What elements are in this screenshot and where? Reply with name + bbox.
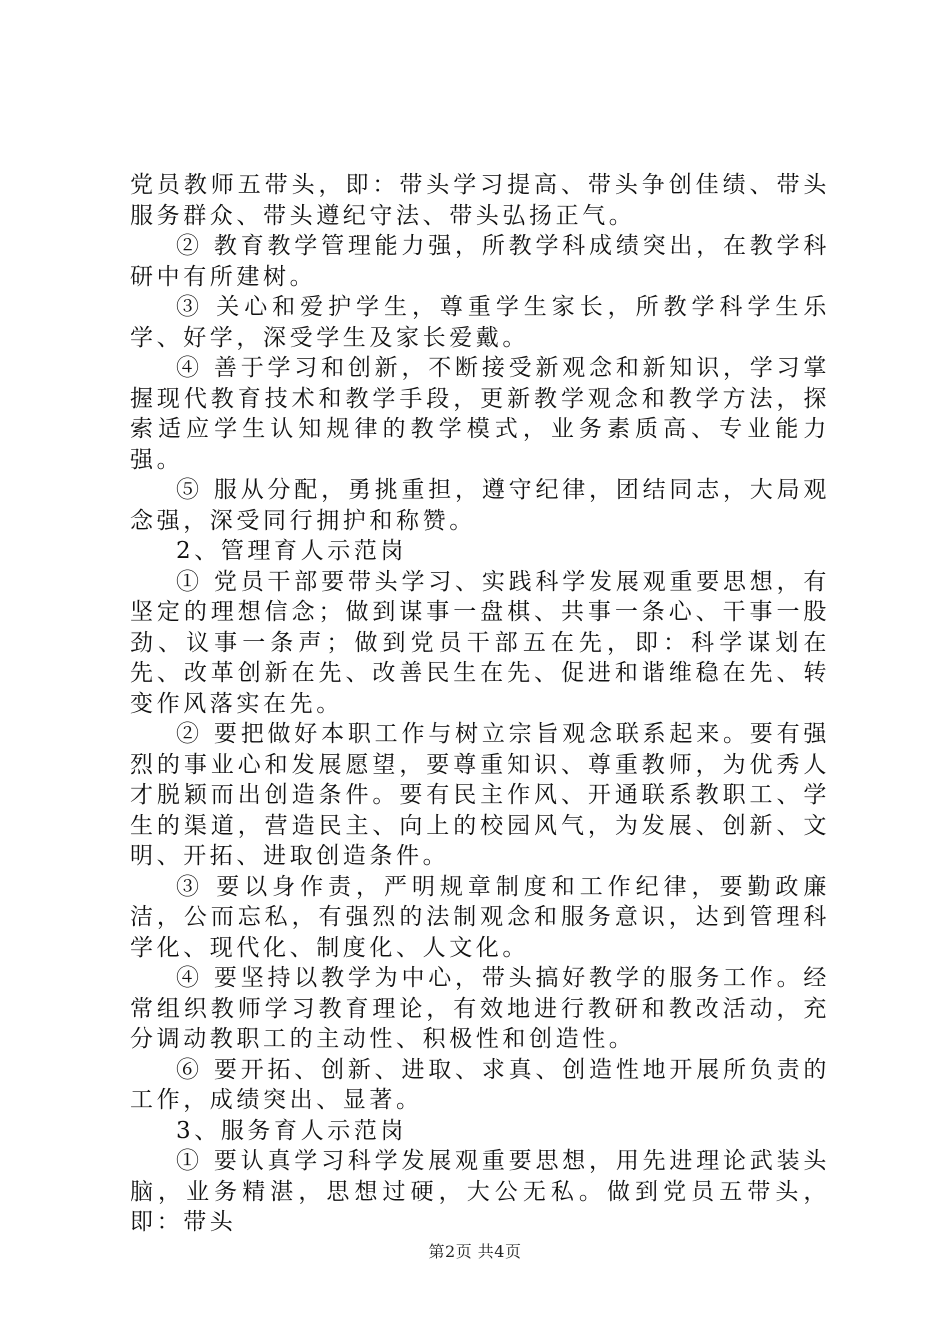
paragraph: ③ 要以身作责，严明规章制度和工作纪律，要勤政廉洁，公而忘私，有强烈的法制观念和服务意识，达到管理科学化、现代化、制度化、人文化。: [130, 873, 830, 961]
paragraph: 党员教师五带头，即：带头学习提高、带头争创佳绩、带头服务群众、带头遵纪守法、带头弘扬正气。: [130, 172, 830, 229]
paragraph: ① 要认真学习科学发展观重要思想，用先进理论武装头脑，业务精湛，思想过硬，大公无私。做到党员五带头，即：带头: [130, 1148, 830, 1235]
paragraph: ⑤ 服从分配，勇挑重担，遵守纪律，团结同志，大局观念强，深受同行拥护和称赞。: [130, 477, 830, 534]
section-heading: 2、管理育人示范岗: [176, 538, 408, 564]
paragraph: ③ 关心和爱护学生，尊重学生家长，所教学科学生乐学、好学，深受学生及家长爱戴。: [130, 294, 830, 351]
paragraph: ④ 要坚持以教学为中心，带头搞好教学的服务工作。经常组织教师学习教育理论，有效地进行教研和教改活动，充分调动教职工的主动性、积极性和创造性。: [130, 965, 830, 1052]
document-body: [130, 170, 830, 1238]
page-number-footer: 第2页 共4页: [428, 1242, 522, 1261]
paragraph: ② 教育教学管理能力强，所教学科成绩突出，在教学科研中有所建树。: [130, 233, 830, 290]
section-heading: 3、服务育人示范岗: [176, 1117, 408, 1144]
paragraph: ② 要把做好本职工作与树立宗旨观念联系起来。要有强烈的事业心和发展愿望，要尊重知识、尊重教师，为优秀人才脱颖而出创造条件。要有民主作风、开通联系教职工、学生的渠道，营造民主、向上的校园风气，为发展、创新、文明、开拓、进取创造条件。: [130, 721, 830, 869]
paragraph: ④ 善于学习和创新，不断接受新观念和新知识，学习掌握现代教育技术和教学手段，更新教学观念和教学方法，探索适应学生认知规律的教学模式，业务素质高、专业能力强。: [130, 355, 830, 473]
paragraph: ⑥ 要开拓、创新、进取、求真、创造性地开展所负责的工作，成绩突出、显著。: [130, 1056, 830, 1113]
paragraph: ① 党员干部要带头学习、实践科学发展观重要思想，有坚定的理想信念；做到谋事一盘棋、共事一条心、干事一股劲、议事一条声；做到党员干部五在先，即：科学谋划在先、改革创新在先、改善民生在先、促进和谐维稳在先、转变作风落实在先。: [130, 568, 830, 717]
